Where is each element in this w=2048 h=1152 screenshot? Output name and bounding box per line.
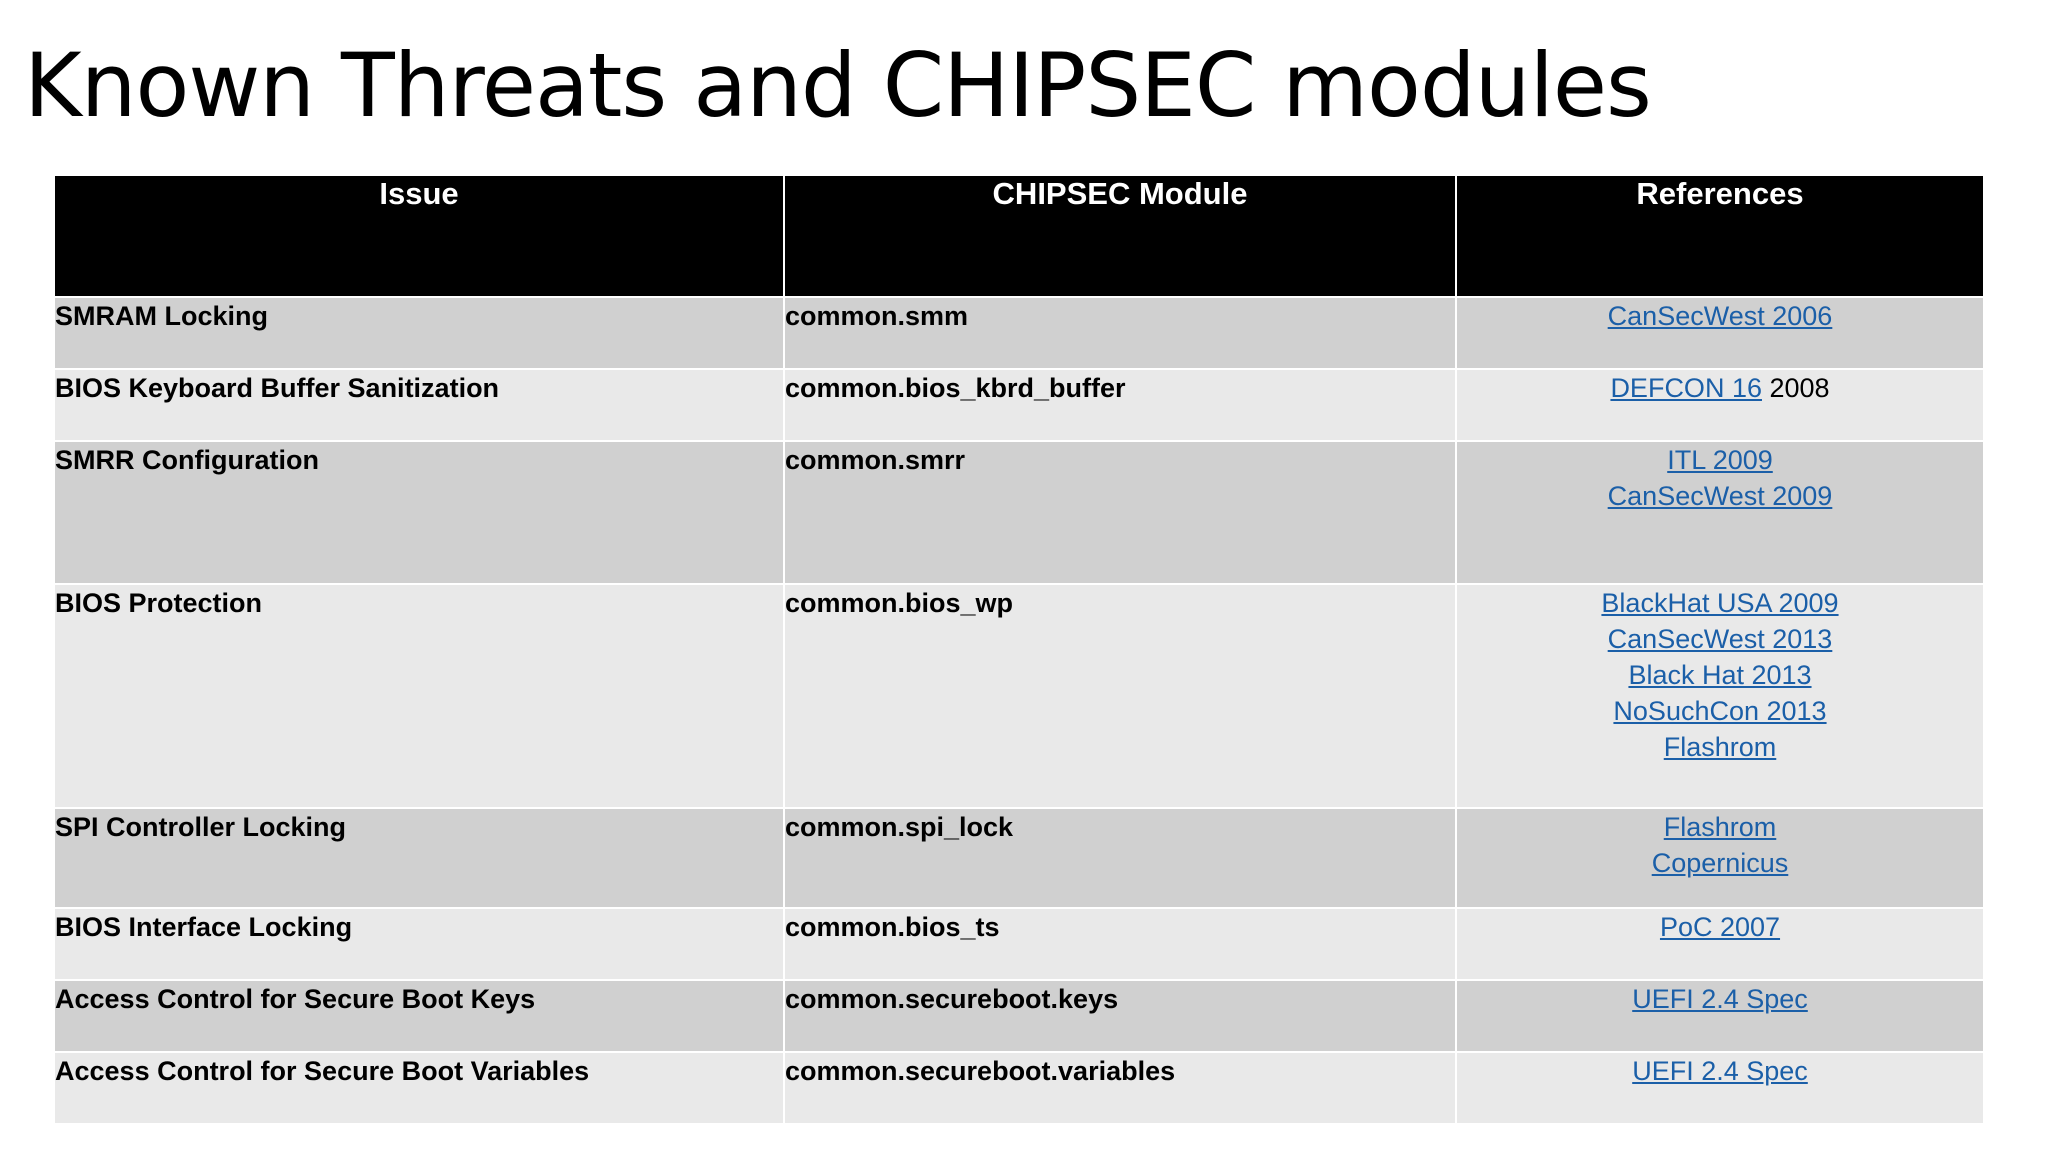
reference-entry: [1457, 1053, 1983, 1089]
references-cell: [1456, 297, 1984, 369]
reference-entry: [1457, 809, 1983, 845]
references-cell: [1456, 908, 1984, 980]
reference-entry: [1457, 478, 1983, 514]
reference-suffix: 2008: [1761, 373, 1830, 403]
reference-link[interactable]: CanSecWest 2009: [1607, 481, 1833, 511]
header-issue: Issue: [54, 175, 784, 297]
reference-link[interactable]: DEFCON 16: [1610, 373, 1762, 403]
reference-link[interactable]: ITL 2009: [1667, 445, 1773, 475]
reference-entry: [1457, 621, 1983, 657]
reference-entry: [1457, 585, 1983, 621]
reference-link[interactable]: Flashrom: [1663, 812, 1777, 842]
reference-link[interactable]: UEFI 2.4 Spec: [1632, 984, 1808, 1014]
reference-entry: [1457, 729, 1983, 765]
reference-link[interactable]: NoSuchCon 2013: [1613, 696, 1827, 726]
reference-link[interactable]: Flashrom: [1663, 732, 1777, 762]
module-cell: common.spi_lock: [784, 808, 1456, 908]
table-row: [54, 1052, 1984, 1124]
module-cell: common.secureboot.keys: [784, 980, 1456, 1052]
table-row: [54, 441, 1984, 584]
reference-link[interactable]: CanSecWest 2013: [1607, 624, 1833, 654]
issue-cell: BIOS Interface Locking: [54, 908, 784, 980]
issue-cell: SPI Controller Locking: [54, 808, 784, 908]
table-row: [54, 584, 1984, 808]
reference-entry: [1457, 981, 1983, 1017]
table-row: [54, 297, 1984, 369]
references-cell: [1456, 980, 1984, 1052]
reference-link[interactable]: BlackHat USA 2009: [1601, 588, 1839, 618]
references-cell: [1456, 441, 1984, 584]
reference-entry: [1457, 845, 1983, 881]
reference-entry: [1457, 909, 1983, 945]
module-cell: common.bios_kbrd_buffer: [784, 369, 1456, 441]
reference-link[interactable]: CanSecWest 2006: [1607, 301, 1833, 331]
table-row: [54, 369, 1984, 441]
issue-cell: SMRR Configuration: [54, 441, 784, 584]
references-cell: [1456, 584, 1984, 808]
module-cell: common.bios_wp: [784, 584, 1456, 808]
slide-title: Known Threats and CHIPSEC modules: [24, 34, 1651, 137]
module-cell: common.smm: [784, 297, 1456, 369]
issue-cell: Access Control for Secure Boot Variables: [54, 1052, 784, 1124]
issue-cell: BIOS Protection: [54, 584, 784, 808]
table-row: [54, 980, 1984, 1052]
issue-cell: Access Control for Secure Boot Keys: [54, 980, 784, 1052]
module-cell: common.bios_ts: [784, 908, 1456, 980]
issue-cell: BIOS Keyboard Buffer Sanitization: [54, 369, 784, 441]
reference-entry: [1457, 442, 1983, 478]
reference-link[interactable]: UEFI 2.4 Spec: [1632, 1056, 1808, 1086]
references-cell: [1456, 1052, 1984, 1124]
reference-link[interactable]: Black Hat 2013: [1628, 660, 1812, 690]
references-cell: [1456, 369, 1984, 441]
threats-table: [53, 174, 1985, 1125]
table-body: [54, 297, 1984, 1124]
reference-entry: [1457, 693, 1983, 729]
module-cell: common.secureboot.variables: [784, 1052, 1456, 1124]
references-cell: [1456, 808, 1984, 908]
module-cell: common.smrr: [784, 441, 1456, 584]
header-references: References: [1456, 175, 1984, 297]
table-row: [54, 908, 1984, 980]
reference-entry: [1457, 298, 1983, 334]
reference-entry: [1457, 657, 1983, 693]
reference-entry: [1457, 370, 1983, 406]
reference-link[interactable]: PoC 2007: [1659, 912, 1781, 942]
table-row: [54, 808, 1984, 908]
table-header: [54, 175, 1984, 297]
reference-link[interactable]: Copernicus: [1651, 848, 1789, 878]
header-chipsec-module: CHIPSEC Module: [784, 175, 1456, 297]
issue-cell: SMRAM Locking: [54, 297, 784, 369]
